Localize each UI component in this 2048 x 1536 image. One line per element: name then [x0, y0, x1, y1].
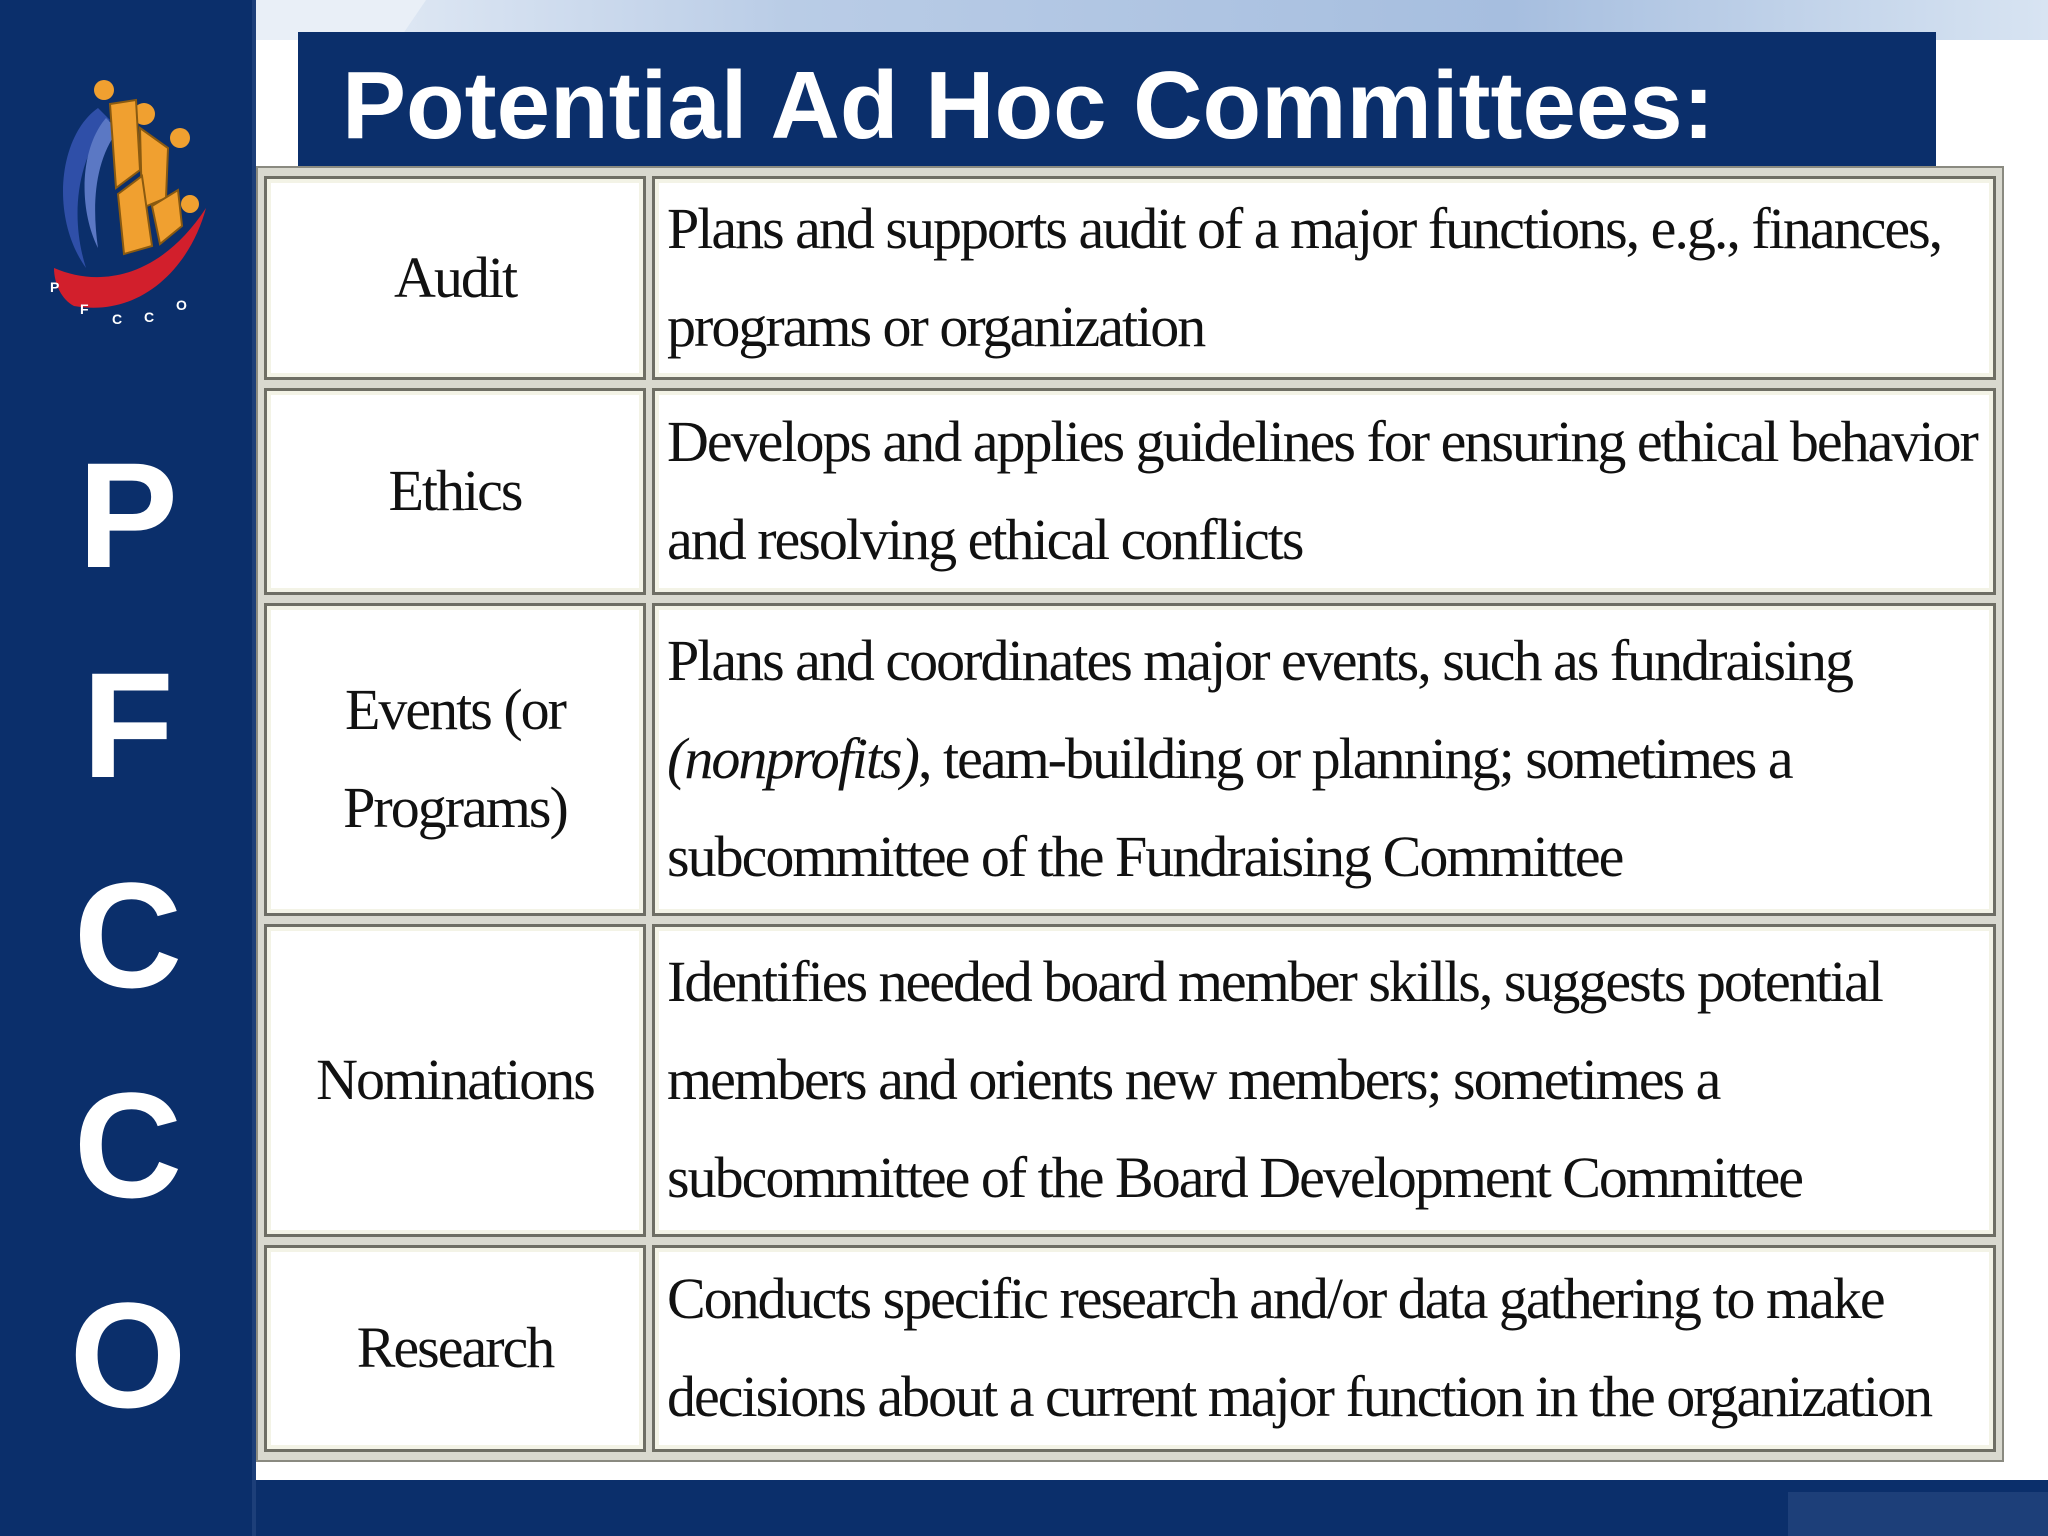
committee-name: Events (or Programs)	[264, 603, 646, 916]
pfcco-acronym	[0, 410, 256, 1460]
committee-table	[256, 166, 2004, 1462]
bottom-band	[256, 1480, 2048, 1536]
committee-description: Identifies needed board member skills, suggests potential members and orients new members; sometimes a subcommittee of the Board Development Committee	[652, 924, 1996, 1237]
acronym-letter: C	[73, 1061, 183, 1229]
acronym-letter: P	[77, 431, 179, 599]
description-italic: (nonprofits)	[667, 726, 918, 792]
committee-description	[652, 603, 1996, 916]
committee-name: Research	[264, 1245, 646, 1452]
committee-description: Develops and applies guidelines for ensuring ethical behavior and resolving ethical conflicts	[652, 388, 1996, 595]
logo-letter: C	[112, 311, 123, 327]
description-text: Plans and coordinates major events, such as fundraising	[667, 628, 1853, 694]
committee-description: Conducts specific research and/or data gathering to make decisions about a current major function in the organization	[652, 1245, 1996, 1452]
pfcco-logo	[40, 78, 220, 338]
description-text: , team-building or planning; sometimes a subcommittee of the Fundraising Committee	[667, 726, 1792, 890]
table-row	[264, 388, 1996, 595]
committee-name: Audit	[264, 176, 646, 380]
acronym-letter: C	[73, 851, 183, 1019]
table-row	[264, 176, 1996, 380]
logo-letter: C	[144, 309, 155, 325]
acronym-letter: F	[82, 641, 174, 809]
logo-letter: F	[80, 301, 89, 317]
committee-name: Nominations	[264, 924, 646, 1237]
acronym-letter: O	[69, 1271, 187, 1439]
logo-letter: O	[176, 297, 187, 313]
committee-name: Ethics	[264, 388, 646, 595]
table-row	[264, 603, 1996, 916]
slide-title: Potential Ad Hoc Committees:	[342, 52, 1715, 159]
bottom-band-accent	[1788, 1492, 2048, 1536]
logo-letter: P	[50, 279, 60, 295]
title-bar	[298, 32, 1936, 172]
committee-description: Plans and supports audit of a major functions, e.g., finances, programs or organization	[652, 176, 1996, 380]
sidebar	[0, 0, 256, 1536]
table-row	[264, 1245, 1996, 1452]
table-row	[264, 924, 1996, 1237]
